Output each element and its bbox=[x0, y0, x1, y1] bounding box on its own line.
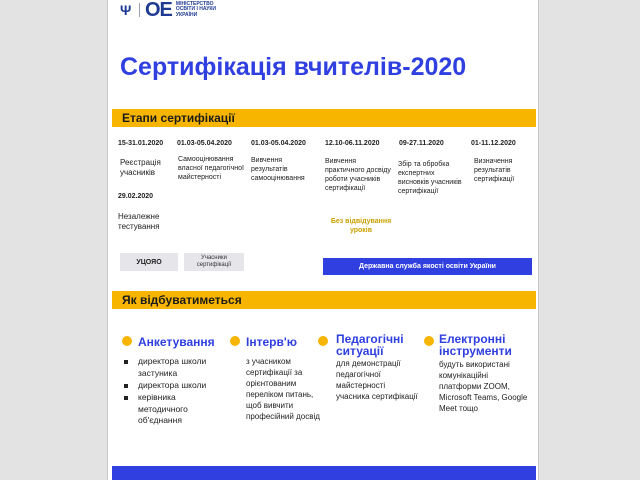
situations-title: Педагогічні ситуації bbox=[336, 332, 404, 358]
logo-mark: ОЕ bbox=[145, 0, 172, 21]
testing-date: 29.02.2020 bbox=[118, 193, 154, 200]
how-header-bar bbox=[112, 291, 536, 309]
bullet-circle-icon bbox=[230, 336, 240, 346]
stage-desc: Реєстрація учасників bbox=[120, 158, 161, 177]
stage-desc: Вивчення практичного досвіду роботи учасників сертифікації bbox=[325, 158, 391, 192]
bottom-band bbox=[112, 466, 536, 480]
ministry-logo bbox=[120, 0, 246, 20]
document-page bbox=[107, 0, 539, 480]
tools-text: будуть використані комунікаційні платформи ZOOM, Microsoft Teams, Google Meet тощо bbox=[439, 360, 528, 413]
stage-date: 01.03-05.04.2020 bbox=[177, 140, 232, 147]
list-item: керівника bbox=[122, 392, 222, 403]
trident-icon: Ψ bbox=[120, 2, 132, 18]
square-bullet-icon bbox=[124, 360, 128, 364]
stage-date: 12.10-06.11.2020 bbox=[325, 140, 380, 147]
list-item: директора школи bbox=[122, 380, 222, 391]
stage-date: 01.03-05.04.2020 bbox=[251, 140, 306, 147]
survey-title: Анкетування bbox=[138, 335, 215, 349]
list-item: застуника bbox=[138, 368, 178, 378]
bullet-circle-icon bbox=[424, 336, 434, 346]
participants-chip: Учасники сертифікації bbox=[184, 253, 244, 271]
how-header: Як відбуватиметься bbox=[122, 293, 242, 307]
stage-desc: Самооцінювання власної педагогічної майстерності bbox=[178, 156, 244, 181]
tools-title: Електронні інструменти bbox=[439, 332, 512, 358]
interview-text: з учасником сертифікації за орієнтованим переліком питань, щоб вивчити професійний досвід bbox=[246, 357, 320, 421]
stage-desc: Визначення результатів сертифікації bbox=[474, 158, 515, 183]
square-bullet-icon bbox=[124, 384, 128, 388]
logo-divider bbox=[139, 3, 140, 17]
survey-list bbox=[122, 356, 222, 427]
logo-org-line: ОСВІТИ І НАУКИ bbox=[175, 6, 217, 13]
logo-org-line: МІНІСТЕРСТВО bbox=[175, 0, 214, 7]
stages-header: Етапи сертифікації bbox=[122, 111, 235, 125]
stage-date: 01-11.12.2020 bbox=[471, 140, 516, 147]
stage-date: 09-27.11.2020 bbox=[399, 140, 444, 147]
square-bullet-icon bbox=[124, 396, 128, 400]
logo-org-line: УКРАЇНИ bbox=[175, 11, 198, 18]
bullet-circle-icon bbox=[122, 336, 132, 346]
stage-date: 15-31.01.2020 bbox=[118, 140, 164, 147]
situations-text: для демонстрації педагогічної майстерності учасника сертифікації bbox=[336, 359, 418, 401]
no-visit-note: Без відвідування уроків bbox=[330, 218, 392, 234]
bullet-circle-icon bbox=[318, 336, 328, 346]
stage-desc: Збір та обробка експертних висновків учасників сертифікації bbox=[398, 161, 462, 195]
ucoyo-chip: УЦОЯО bbox=[120, 253, 178, 271]
stage-desc: Вивчення результатів самооцінювання bbox=[251, 157, 305, 182]
agency-banner: Державна служба якості освіти України bbox=[323, 258, 532, 275]
independent-testing: Незалежне тестування bbox=[118, 212, 160, 231]
list-item: методичного об'єднання bbox=[138, 404, 188, 425]
interview-title: Інтерв'ю bbox=[246, 335, 297, 349]
list-item: директора школи bbox=[122, 356, 222, 367]
page-title: Сертифікація вчителів-2020 bbox=[120, 53, 467, 81]
logo-org-name bbox=[176, 2, 246, 19]
stages-header-bar bbox=[112, 109, 536, 127]
